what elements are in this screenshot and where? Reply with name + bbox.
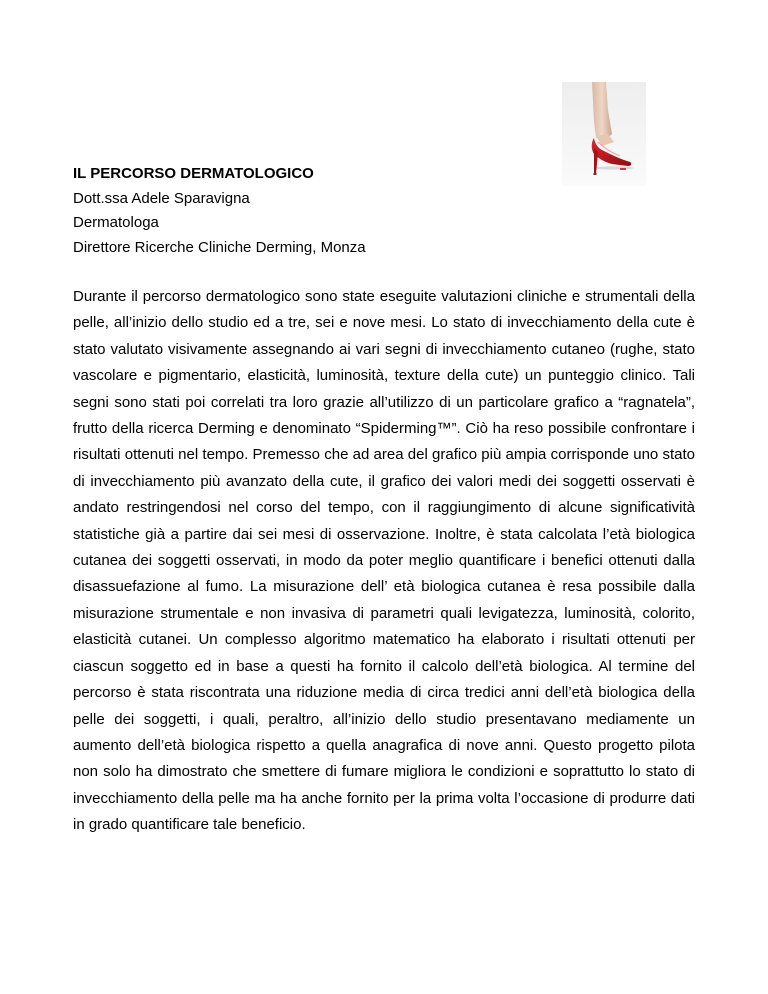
document-title: IL PERCORSO DERMATOLOGICO [73,165,314,182]
author-affiliation: Direttore Ricerche Cliniche Derming, Monza [73,238,366,256]
body-paragraph: Durante il percorso dermatologico sono state eseguite valutazioni cliniche e strumentali della pelle, all’inizio dello studio ed a tre, sei e nove mesi. Lo stato di invecchiamento della cute è stato valutato visivamente assegnando ai vari segni di invecchiamento cutaneo (rughe, stato vascolare e pigmentario, elasticità, luminosità, texture della cute) un punteggio clinico. Tali segni sono stati poi correlati tra loro grazie all’utilizzo di un particolare grafico a “ragnatela”, frutto della ricerca Derming e denominato “Spiderming™”. Ciò ha reso possibile confrontare i risultati ottenuti nel tempo. Premesso che ad area del grafico più ampia corrisponde uno stato di invecchiamento più avanzato della cute, il grafico dei valori medi dei soggetti osservati è andato restringendosi nel corso del tempo, con il raggiungimento di alcune significatività statistiche già a partire dai sei mesi di osservazione. Inoltre, è stata calcolata l’età biologica cutanea dei soggetti osservati, in modo da poter meglio quantificare i benefici ottenuti dalla disassuefazione al fumo. La misurazione dell’ età biologica cutanea è resa possibile dalla misurazione strumentale e non invasiva di parametri quali levigatezza, luminosità, colorito, elasticità cutanei. Un complesso algoritmo matematico ha elaborato i risultati ottenuti per ciascun soggetto ed in base a questi ha fornito il calcolo dell’età biologica. Al termine del percorso è stata riscontrata una riduzione media di circa tredici anni dell’età biologica della pelle dei soggetti, i quali, peraltro, all’inizio dello studio presentavano mediamente un aumento dell’età biologica rispetto a quella anagrafica di nove anni. Questo progetto pilota non solo ha dimostrato che smettere di fumare migliora le condizioni e soprattutto lo stato di invecchiamento della pelle ma ha anche fornito per la prima volta l’occasione di produrre dati in grado quantificare tale beneficio. [73,288,695,834]
author-role: Dermatologa [73,214,159,231]
document-header [73,162,713,260]
author-name: Dott.ssa Adele Sparavigna [73,189,250,207]
